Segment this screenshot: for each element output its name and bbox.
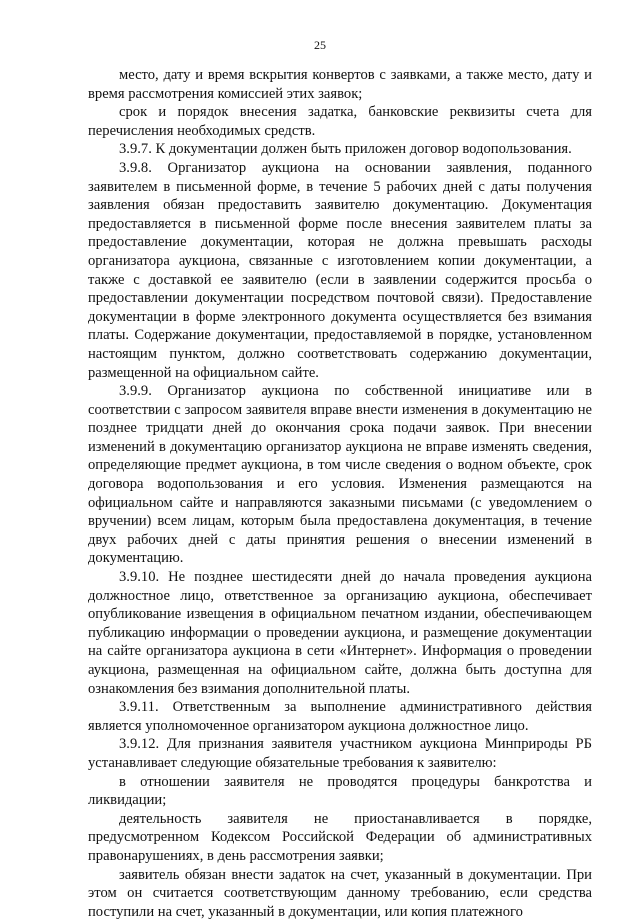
paragraph: 3.9.8. Организатор аукциона на основании заявления, поданного заявителем в письменной форме, в течение 5 рабочих дней с даты получения заявления обязан предоставить заявителю документацию. Документация предоставляется в письменной форме после внесения заявителем платы за предоставление документации, которая не должна превышать расходы организатора аукциона, связанные с изготовлением копии документации, а также с доставкой ее заявителю (если в заявлении содержится просьба о предоставлении документации посредством почтовой связи). Предоставление документации в форме электронного документа осуществляется без взимания платы. Содержание документации, предоставляемой в порядке, установленном настоящим пунктом, должно соответствовать содержанию документации, размещенной на официальном сайте. (88, 159, 592, 381)
paragraph: заявитель обязан внести задаток на счет, указанный в документации. При этом он считается соответствующим данному требованию, если средства поступили на счет, указанный в документации, или копия платежного (88, 866, 592, 920)
paragraph: 3.9.9. Организатор аукциона по собственной инициативе или в соответствии с запросом заявителя вправе внести изменения в документацию не позднее тридцати дней до окончания срока подачи заявок. При внесении изменений в документацию организатор аукциона не вправе изменять сведения, определяющие предмет аукциона, в том числе сведения о водном объекте, срок договора водопользования и его условия. Изменения размещаются на официальном сайте и направляются заказными письмами (с уведомлением о вручении) всем лицам, которым была предоставлена документация, в течение двух рабочих дней с даты принятия решения о внесении изменений в документацию. (88, 383, 592, 567)
paragraph: 3.9.12. Для признания заявителя участником аукциона Минприроды РБ устанавливает следующие обязательные требования к заявителю: (88, 736, 592, 771)
paragraph: 3.9.7. К документации должен быть приложен договор водопользования. (119, 141, 572, 158)
paragraph: деятельность заявителя не приостанавливается в порядке, предусмотренном Кодексом Российской Федерации об административных правонарушениях, в день рассмотрения заявки; (88, 810, 592, 864)
paragraph: 3.9.10. Не позднее шестидесяти дней до начала проведения аукциона должностное лицо, ответственное за организацию аукциона, обеспечивает опубликование извещения в официальном печатном издании, обеспечивающем публикацию информации о проведении аукциона, и размещение документации на сайте организатора аукциона в сети «Интернет». Информация о проведении аукциона, размещенная на официальном сайте, должна быть доступна для ознакомления без взимания дополнительной платы. (88, 569, 592, 697)
body-text (88, 66, 592, 921)
paragraph: в отношении заявителя не проводятся процедуры банкротства и ликвидации; (88, 773, 592, 809)
paragraph: 3.9.11. Ответственным за выполнение административного действия является уполномоченное организатором аукциона должностное лицо. (88, 699, 592, 734)
page-number: 25 (314, 38, 326, 52)
paragraph: место, дату и время вскрытия конвертов с заявками, а также место, дату и время рассмотрения комиссией этих заявок; (88, 67, 592, 102)
paragraph: срок и порядок внесения задатка, банковские реквизиты счета для перечисления необходимых средств. (88, 104, 592, 139)
